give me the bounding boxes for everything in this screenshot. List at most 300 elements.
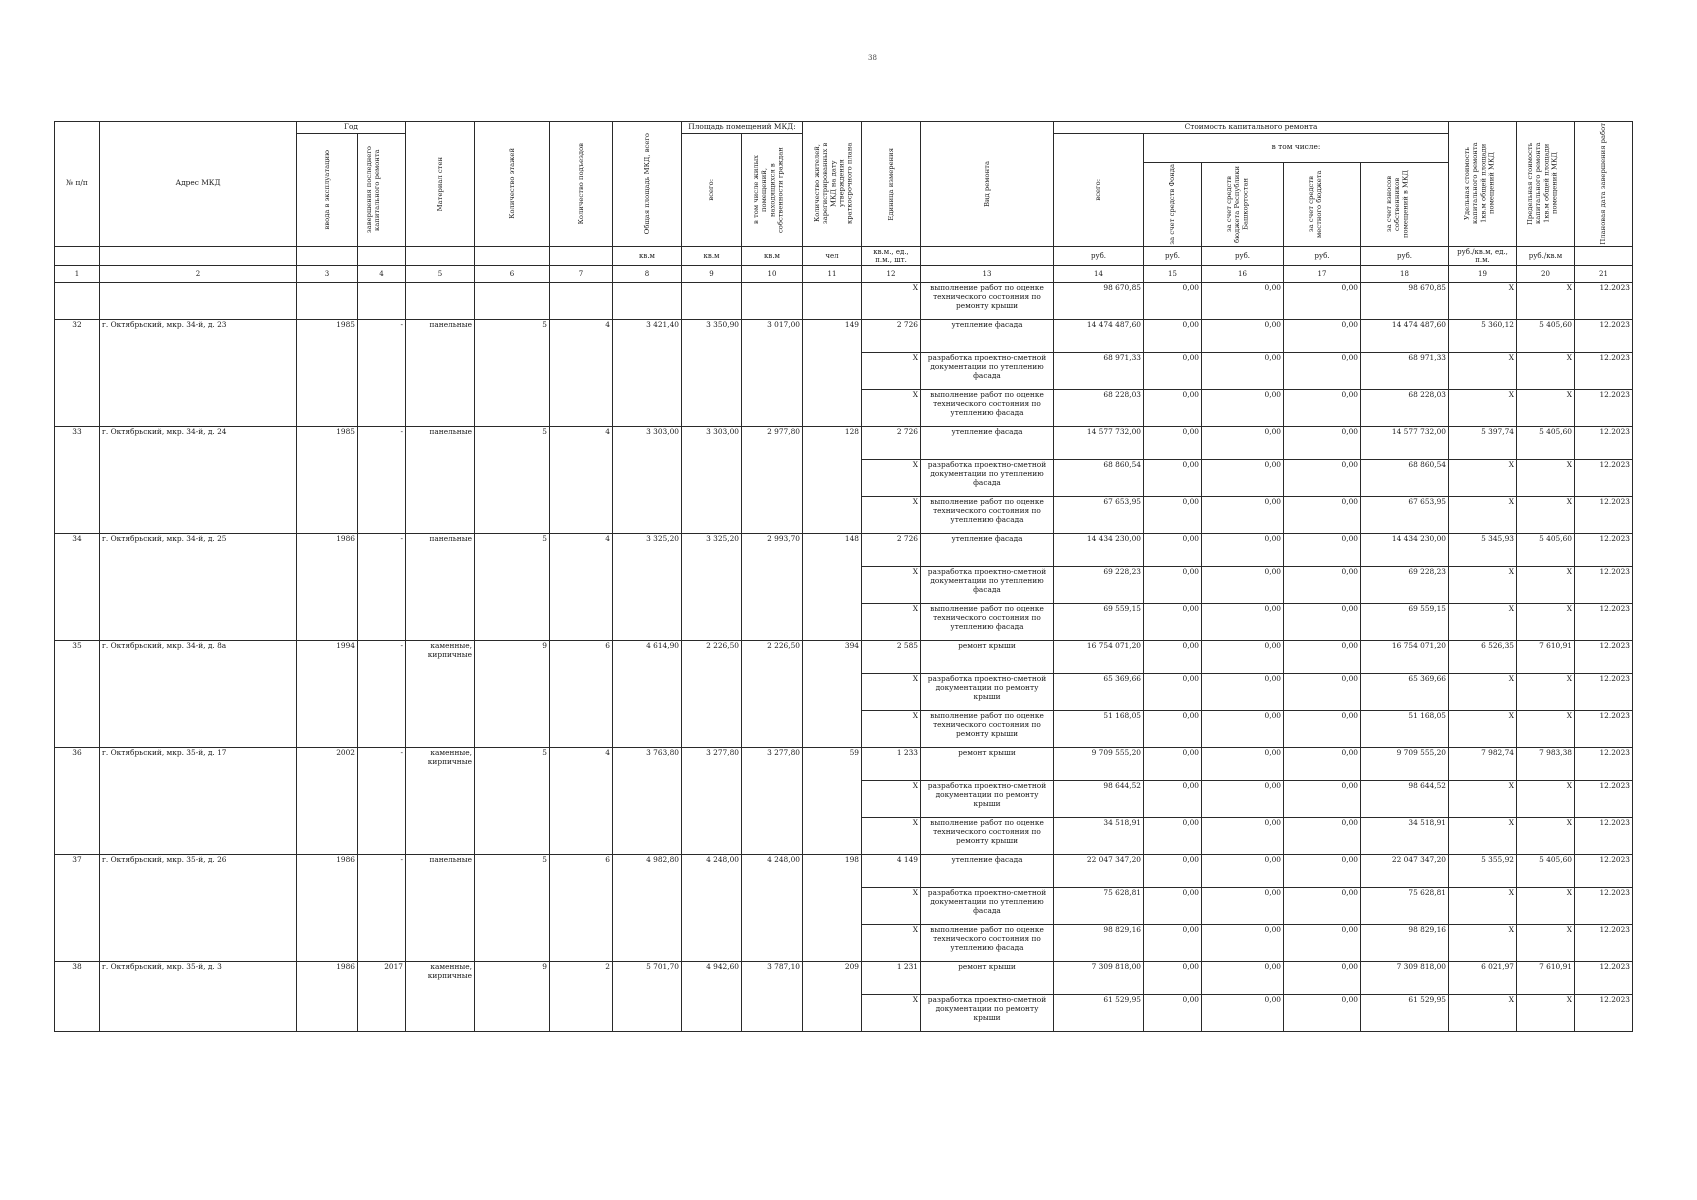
unit-cell: X [1449, 781, 1517, 818]
empty-cell [406, 283, 475, 320]
max-cell: 5 405,60 [1517, 855, 1575, 888]
max-cell: 7 610,91 [1517, 962, 1575, 995]
entrances: 4 [550, 427, 613, 534]
date-cell: 12.2023 [1575, 925, 1633, 962]
owners-cell: 22 047 347,20 [1361, 855, 1449, 888]
fund-cell: 0,00 [1144, 283, 1202, 320]
premises-total: 3 350,90 [682, 320, 742, 427]
unit-cell: 6 021,97 [1449, 962, 1517, 995]
work-type-cell: выполнение работ по оценке технического состояния по утеплению фасада [921, 497, 1054, 534]
header-wall-material: Материал стен [435, 156, 444, 211]
empty-cell [550, 283, 613, 320]
total-cell: 68 860,54 [1054, 460, 1144, 497]
work-type-cell: разработка проектно-сметной документации по ремонту крыши [921, 995, 1054, 1032]
premises-residential: 3 787,10 [742, 962, 803, 1032]
house-address: г. Октябрьский, мкр. 35-й, д. 17 [100, 748, 297, 855]
date-cell: 12.2023 [1575, 497, 1633, 534]
date-cell: 12.2023 [1575, 353, 1633, 390]
header-cost-republic: за счет средств бюджета Республики Башкортостан [1224, 165, 1249, 243]
rep-cell: 0,00 [1202, 567, 1284, 604]
measure-mark: X [862, 567, 921, 604]
date-cell: 12.2023 [1575, 427, 1633, 460]
header-cost-local: за счет средств местного бюджета [1307, 170, 1324, 238]
date-cell: 12.2023 [1575, 855, 1633, 888]
header-num: № п/п [55, 122, 100, 247]
year-overhaul: - [358, 641, 406, 748]
table-row-house [55, 748, 1633, 781]
table-row-subwork [55, 283, 1633, 320]
owners-cell: 14 434 230,00 [1361, 534, 1449, 567]
premises-total: 2 226,50 [682, 641, 742, 748]
wall-material: панельные [406, 320, 475, 427]
wall-material: панельные [406, 427, 475, 534]
rep-cell: 0,00 [1202, 604, 1284, 641]
max-cell: X [1517, 567, 1575, 604]
date-cell: 12.2023 [1575, 674, 1633, 711]
fund-cell: 0,00 [1144, 427, 1202, 460]
total-area: 4 982,80 [613, 855, 682, 962]
house-number: 38 [55, 962, 100, 1032]
unit-cell: 5 360,12 [1449, 320, 1517, 353]
unit-cell: руб./кв.м, ед., п.м. [1449, 246, 1517, 266]
max-cell: X [1517, 353, 1575, 390]
max-cell: X [1517, 674, 1575, 711]
owners-cell: 98 644,52 [1361, 781, 1449, 818]
rep-cell: 0,00 [1202, 818, 1284, 855]
unit-cell: X [1449, 888, 1517, 925]
premises-residential: 2 226,50 [742, 641, 803, 748]
local-cell: 0,00 [1284, 390, 1361, 427]
house-address: г. Октябрьский, мкр. 34-й, д. 24 [100, 427, 297, 534]
measure-value: 1 233 [862, 748, 921, 781]
measure-mark: X [862, 604, 921, 641]
rep-cell: 0,00 [1202, 748, 1284, 781]
premises-residential: 2 977,80 [742, 427, 803, 534]
owners-cell: 34 518,91 [1361, 818, 1449, 855]
column-number: 1 [55, 266, 100, 283]
house-address: г. Октябрьский, мкр. 34-й, д. 25 [100, 534, 297, 641]
unit-cell: руб./кв.м [1517, 246, 1575, 266]
date-cell: 12.2023 [1575, 567, 1633, 604]
year-commission: 1985 [297, 320, 358, 427]
measure-mark: X [862, 283, 921, 320]
fund-cell: 0,00 [1144, 781, 1202, 818]
total-area: 3 303,00 [613, 427, 682, 534]
local-cell: 0,00 [1284, 674, 1361, 711]
floors: 5 [475, 748, 550, 855]
unit-cell: 5 355,92 [1449, 855, 1517, 888]
unit-cell: кв.м [682, 246, 742, 266]
empty-cell [682, 283, 742, 320]
year-overhaul: - [358, 855, 406, 962]
local-cell: 0,00 [1284, 962, 1361, 995]
header-cost-owners: за счет взносов собственников помещений в МКД [1384, 170, 1409, 239]
rep-cell: 0,00 [1202, 283, 1284, 320]
column-numbers-row [55, 266, 1633, 283]
year-commission: 1986 [297, 534, 358, 641]
wall-material: каменные, кирпичные [406, 962, 475, 1032]
units-row [55, 246, 1633, 266]
local-cell: 0,00 [1284, 711, 1361, 748]
total-cell: 75 628,81 [1054, 888, 1144, 925]
unit-cell: чел [803, 246, 862, 266]
empty-cell [297, 283, 358, 320]
date-cell: 12.2023 [1575, 320, 1633, 353]
year-overhaul: - [358, 320, 406, 427]
work-type-cell: ремонт крыши [921, 962, 1054, 995]
work-type-cell: выполнение работ по оценке технического состояния по утеплению фасада [921, 604, 1054, 641]
entrances: 6 [550, 855, 613, 962]
owners-cell: 67 653,95 [1361, 497, 1449, 534]
local-cell: 0,00 [1284, 353, 1361, 390]
unit-cell: X [1449, 390, 1517, 427]
year-overhaul: - [358, 427, 406, 534]
fund-cell: 0,00 [1144, 674, 1202, 711]
header-unit-cost: Удельная стоимость капитального ремонта 1кв.м общей площади помещений МКД [1462, 142, 1495, 225]
unit-cell: 5 345,93 [1449, 534, 1517, 567]
header-entrances: Количество подъездов [576, 143, 585, 225]
measure-value: 2 726 [862, 320, 921, 353]
header-incl: в том числе: [1144, 133, 1449, 162]
max-cell: X [1517, 888, 1575, 925]
header-year-group: Год [297, 122, 406, 134]
total-area: 4 614,90 [613, 641, 682, 748]
residents: 59 [803, 748, 862, 855]
residents: 148 [803, 534, 862, 641]
rep-cell: 0,00 [1202, 497, 1284, 534]
total-area: 3 325,20 [613, 534, 682, 641]
date-cell: 12.2023 [1575, 283, 1633, 320]
column-number: 18 [1361, 266, 1449, 283]
total-cell: 69 228,23 [1054, 567, 1144, 604]
column-number: 6 [475, 266, 550, 283]
fund-cell: 0,00 [1144, 711, 1202, 748]
date-cell: 12.2023 [1575, 995, 1633, 1032]
work-type-cell: ремонт крыши [921, 641, 1054, 674]
year-commission: 1994 [297, 641, 358, 748]
wall-material: панельные [406, 534, 475, 641]
rep-cell: 0,00 [1202, 353, 1284, 390]
house-number: 37 [55, 855, 100, 962]
unit-cell: руб. [1361, 246, 1449, 266]
measure-mark: X [862, 925, 921, 962]
owners-cell: 98 670,85 [1361, 283, 1449, 320]
rep-cell: 0,00 [1202, 674, 1284, 711]
year-commission: 2002 [297, 748, 358, 855]
unit-cell: руб. [1144, 246, 1202, 266]
rep-cell: 0,00 [1202, 390, 1284, 427]
unit-cell: X [1449, 567, 1517, 604]
table-row-house [55, 855, 1633, 888]
unit-cell: 7 982,74 [1449, 748, 1517, 781]
header-year-overhaul: завершения последнего капитального ремонта [364, 146, 381, 234]
date-cell: 12.2023 [1575, 781, 1633, 818]
premises-residential: 2 993,70 [742, 534, 803, 641]
measure-mark: X [862, 460, 921, 497]
measure-mark: X [862, 711, 921, 748]
local-cell: 0,00 [1284, 855, 1361, 888]
unit-cell: руб. [1284, 246, 1361, 266]
fund-cell: 0,00 [1144, 855, 1202, 888]
table-body [55, 283, 1633, 1032]
column-number: 2 [100, 266, 297, 283]
wall-material: каменные, кирпичные [406, 748, 475, 855]
owners-cell: 98 829,16 [1361, 925, 1449, 962]
work-type-cell: утепление фасада [921, 320, 1054, 353]
unit-cell: руб. [1202, 246, 1284, 266]
measure-value: 2 585 [862, 641, 921, 674]
fund-cell: 0,00 [1144, 888, 1202, 925]
header-work-type: Вид ремонта [982, 160, 991, 207]
header-cost-fund: за счет средств Фонда [1168, 163, 1177, 245]
max-cell: X [1517, 781, 1575, 818]
max-cell: 5 405,60 [1517, 427, 1575, 460]
local-cell: 0,00 [1284, 320, 1361, 353]
table-row-house [55, 427, 1633, 460]
max-cell: 5 405,60 [1517, 320, 1575, 353]
fund-cell: 0,00 [1144, 641, 1202, 674]
table-row-house [55, 641, 1633, 674]
column-number: 19 [1449, 266, 1517, 283]
rep-cell: 0,00 [1202, 641, 1284, 674]
year-overhaul: - [358, 748, 406, 855]
wall-material: панельные [406, 855, 475, 962]
house-address: г. Октябрьский, мкр. 34-й, д. 8а [100, 641, 297, 748]
local-cell: 0,00 [1284, 283, 1361, 320]
local-cell: 0,00 [1284, 818, 1361, 855]
rep-cell: 0,00 [1202, 427, 1284, 460]
fund-cell: 0,00 [1144, 962, 1202, 995]
header-max-cost: Предельная стоимость капитального ремонта 1кв.м общей площади помещений МКД [1525, 142, 1558, 226]
entrances: 4 [550, 320, 613, 427]
local-cell: 0,00 [1284, 534, 1361, 567]
column-number: 11 [803, 266, 862, 283]
total-cell: 7 309 818,00 [1054, 962, 1144, 995]
unit-cell: руб. [1054, 246, 1144, 266]
max-cell: X [1517, 497, 1575, 534]
premises-total: 4 942,60 [682, 962, 742, 1032]
measure-mark: X [862, 497, 921, 534]
total-cell: 22 047 347,20 [1054, 855, 1144, 888]
rep-cell: 0,00 [1202, 962, 1284, 995]
total-cell: 65 369,66 [1054, 674, 1144, 711]
fund-cell: 0,00 [1144, 353, 1202, 390]
work-type-cell: ремонт крыши [921, 748, 1054, 781]
house-address: г. Октябрьский, мкр. 35-й, д. 26 [100, 855, 297, 962]
max-cell: X [1517, 604, 1575, 641]
work-type-cell: выполнение работ по оценке технического состояния по ремонту крыши [921, 711, 1054, 748]
column-number: 5 [406, 266, 475, 283]
header-residents: Количество жителей, зарегистрированных в МКД на дату утверждения краткосрочного плана [813, 143, 854, 225]
column-number: 15 [1144, 266, 1202, 283]
floors: 5 [475, 534, 550, 641]
unit-cell: X [1449, 925, 1517, 962]
total-cell: 69 559,15 [1054, 604, 1144, 641]
fund-cell: 0,00 [1144, 995, 1202, 1032]
fund-cell: 0,00 [1144, 925, 1202, 962]
measure-mark: X [862, 353, 921, 390]
measure-value: 1 231 [862, 962, 921, 995]
measure-mark: X [862, 390, 921, 427]
premises-residential: 3 017,00 [742, 320, 803, 427]
max-cell: 5 405,60 [1517, 534, 1575, 567]
table-row-house [55, 320, 1633, 353]
date-cell: 12.2023 [1575, 888, 1633, 925]
entrances: 4 [550, 748, 613, 855]
work-type-cell: разработка проектно-сметной документации по утеплению фасада [921, 888, 1054, 925]
rep-cell: 0,00 [1202, 925, 1284, 962]
header-cost-group: Стоимость капитального ремонта [1054, 122, 1449, 134]
local-cell: 0,00 [1284, 460, 1361, 497]
year-overhaul: - [358, 534, 406, 641]
header-address: Адрес МКД [100, 122, 297, 247]
measure-mark: X [862, 888, 921, 925]
empty-cell [613, 283, 682, 320]
date-cell: 12.2023 [1575, 748, 1633, 781]
work-type-cell: разработка проектно-сметной документации по ремонту крыши [921, 781, 1054, 818]
owners-cell: 69 228,23 [1361, 567, 1449, 604]
unit-cell: X [1449, 818, 1517, 855]
work-type-cell: утепление фасада [921, 855, 1054, 888]
owners-cell: 68 860,54 [1361, 460, 1449, 497]
max-cell: X [1517, 283, 1575, 320]
max-cell: 7 983,38 [1517, 748, 1575, 781]
total-area: 3 763,80 [613, 748, 682, 855]
local-cell: 0,00 [1284, 604, 1361, 641]
column-number: 21 [1575, 266, 1633, 283]
date-cell: 12.2023 [1575, 818, 1633, 855]
owners-cell: 68 228,03 [1361, 390, 1449, 427]
premises-total: 4 248,00 [682, 855, 742, 962]
fund-cell: 0,00 [1144, 390, 1202, 427]
local-cell: 0,00 [1284, 781, 1361, 818]
max-cell: X [1517, 390, 1575, 427]
entrances: 4 [550, 534, 613, 641]
max-cell: X [1517, 818, 1575, 855]
column-number: 7 [550, 266, 613, 283]
total-cell: 14 434 230,00 [1054, 534, 1144, 567]
total-cell: 14 474 487,60 [1054, 320, 1144, 353]
column-number: 14 [1054, 266, 1144, 283]
empty-cell [803, 283, 862, 320]
local-cell: 0,00 [1284, 888, 1361, 925]
rep-cell: 0,00 [1202, 534, 1284, 567]
unit-cell: X [1449, 711, 1517, 748]
owners-cell: 75 628,81 [1361, 888, 1449, 925]
empty-cell [475, 283, 550, 320]
fund-cell: 0,00 [1144, 534, 1202, 567]
house-number: 33 [55, 427, 100, 534]
header-premises-group: Площадь помещений МКД: [682, 122, 803, 134]
local-cell: 0,00 [1284, 925, 1361, 962]
measure-mark: X [862, 674, 921, 711]
total-cell: 9 709 555,20 [1054, 748, 1144, 781]
work-type-cell: выполнение работ по оценке технического состояния по ремонту крыши [921, 818, 1054, 855]
repair-plan-table [54, 121, 1633, 1032]
rep-cell: 0,00 [1202, 711, 1284, 748]
local-cell: 0,00 [1284, 995, 1361, 1032]
total-cell: 68 971,33 [1054, 353, 1144, 390]
fund-cell: 0,00 [1144, 497, 1202, 534]
max-cell: 7 610,91 [1517, 641, 1575, 674]
date-cell: 12.2023 [1575, 641, 1633, 674]
unit-cell: X [1449, 353, 1517, 390]
empty-cell [55, 283, 100, 320]
fund-cell: 0,00 [1144, 567, 1202, 604]
owners-cell: 51 168,05 [1361, 711, 1449, 748]
year-commission: 1986 [297, 962, 358, 1032]
unit-cell: X [1449, 674, 1517, 711]
rep-cell: 0,00 [1202, 460, 1284, 497]
fund-cell: 0,00 [1144, 604, 1202, 641]
work-type-cell: разработка проектно-сметной документации по утеплению фасада [921, 353, 1054, 390]
total-cell: 16 754 071,20 [1054, 641, 1144, 674]
header-measure-unit: Единица измерения [886, 147, 895, 221]
unit-cell: X [1449, 995, 1517, 1032]
unit-cell: X [1449, 604, 1517, 641]
owners-cell: 7 309 818,00 [1361, 962, 1449, 995]
house-number: 32 [55, 320, 100, 427]
entrances: 2 [550, 962, 613, 1032]
total-cell: 98 644,52 [1054, 781, 1144, 818]
work-type-cell: утепление фасада [921, 534, 1054, 567]
fund-cell: 0,00 [1144, 320, 1202, 353]
header-floors: Количество этажей [507, 148, 516, 220]
owners-cell: 68 971,33 [1361, 353, 1449, 390]
column-number: 3 [297, 266, 358, 283]
date-cell: 12.2023 [1575, 711, 1633, 748]
premises-total: 3 325,20 [682, 534, 742, 641]
work-type-cell: выполнение работ по оценке технического состояния по утеплению фасада [921, 925, 1054, 962]
floors: 5 [475, 855, 550, 962]
empty-cell [358, 283, 406, 320]
owners-cell: 69 559,15 [1361, 604, 1449, 641]
floors: 9 [475, 641, 550, 748]
unit-cell: X [1449, 497, 1517, 534]
premises-total: 3 277,80 [682, 748, 742, 855]
empty-cell [742, 283, 803, 320]
max-cell: X [1517, 711, 1575, 748]
residents: 149 [803, 320, 862, 427]
header-total-area: Общая площадь МКД, всего [642, 133, 651, 235]
rep-cell: 0,00 [1202, 320, 1284, 353]
total-cell: 98 829,16 [1054, 925, 1144, 962]
house-address: г. Октябрьский, мкр. 34-й, д. 23 [100, 320, 297, 427]
date-cell: 12.2023 [1575, 390, 1633, 427]
local-cell: 0,00 [1284, 641, 1361, 674]
year-overhaul: 2017 [358, 962, 406, 1032]
fund-cell: 0,00 [1144, 748, 1202, 781]
measure-value: 2 726 [862, 427, 921, 460]
wall-material: каменные, кирпичные [406, 641, 475, 748]
max-cell: X [1517, 925, 1575, 962]
column-number: 16 [1202, 266, 1284, 283]
residents: 394 [803, 641, 862, 748]
total-area: 3 421,40 [613, 320, 682, 427]
date-cell: 12.2023 [1575, 604, 1633, 641]
work-type-cell: выполнение работ по оценке технического состояния по утеплению фасада [921, 390, 1054, 427]
premises-total: 3 303,00 [682, 427, 742, 534]
floors: 9 [475, 962, 550, 1032]
work-type-cell: разработка проектно-сметной документации по утеплению фасада [921, 567, 1054, 604]
measure-mark: X [862, 818, 921, 855]
header-premises-total: всего: [707, 178, 716, 201]
total-cell: 61 529,95 [1054, 995, 1144, 1032]
rep-cell: 0,00 [1202, 888, 1284, 925]
house-address: г. Октябрьский, мкр. 35-й, д. 3 [100, 962, 297, 1032]
total-cell: 67 653,95 [1054, 497, 1144, 534]
work-type-cell: разработка проектно-сметной документации по утеплению фасада [921, 460, 1054, 497]
